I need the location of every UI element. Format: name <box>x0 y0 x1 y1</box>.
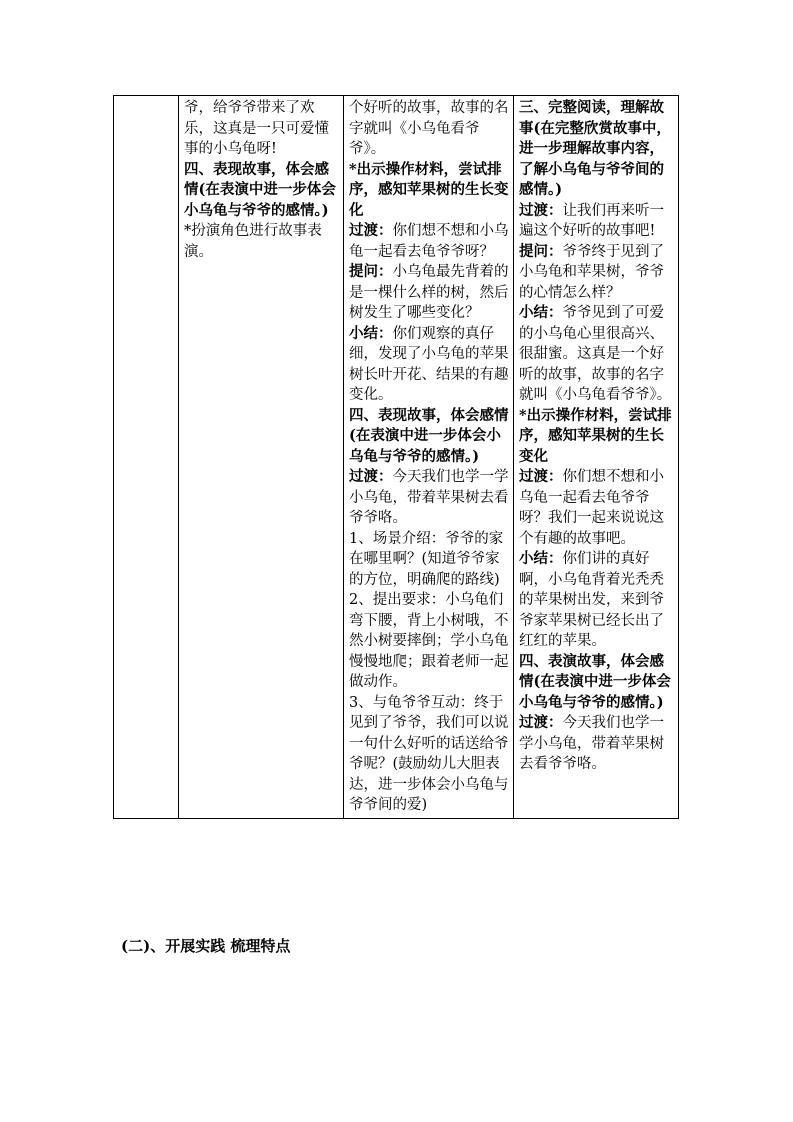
paragraph <box>184 221 339 262</box>
paragraph-text: 三、完整阅读，理解故事(在完整欣赏故事中，进一步理解故事内容，了解小乌龟与爷爷间的感情。) <box>519 99 671 198</box>
keyword-label: 过渡： <box>519 201 563 219</box>
paragraph <box>349 324 509 406</box>
paragraph <box>349 467 509 529</box>
paragraph-text: 四、表演故事，体会感情(在表演中进一步体会小乌龟与爷爷的感情。) <box>519 652 671 711</box>
paragraph-text: 今天我们也学一学小乌龟，带着苹果树去看爷爷咯。 <box>519 715 664 772</box>
paragraph <box>519 467 674 549</box>
section-heading: (二)、开展实践 梳理特点 <box>121 937 291 955</box>
keyword-label: 提问： <box>519 242 563 260</box>
keyword-label: 过渡： <box>349 468 393 485</box>
paragraph-text: 你们观察的真仔细，发现了小乌龟的苹果树长叶开花、结果的有趣变化。 <box>349 325 509 403</box>
paragraph-text: 让我们再来听一遍这个好听的故事吧! <box>519 202 664 239</box>
section-subheading <box>349 406 509 468</box>
paragraph <box>519 549 674 652</box>
paragraph <box>349 529 509 591</box>
paragraph-text: 爷爷见到了可爱的小乌龟心里很高兴、很甜蜜。这真是一个好听的故事，故事的名字就叫《小乌龟看爷爷》。 <box>519 305 672 403</box>
paragraph-text: 小乌龟最先背着的是一棵什么样的树，然后树发生了哪些变化？ <box>349 264 509 321</box>
keyword-label: 过渡： <box>519 714 563 731</box>
keyword-label: 小结： <box>349 324 393 342</box>
paragraph-text: 你们想不想和小乌龟一起看去龟爷爷呀？我们一起来说说这个有趣的故事吧。 <box>519 469 664 547</box>
paragraph <box>349 262 509 324</box>
paragraph <box>184 98 339 160</box>
paragraph <box>349 590 509 693</box>
paragraph <box>349 221 509 262</box>
paragraph-text: 四、表现故事，体会感情(在表演中进一步体会小乌龟与爷爷的感情。) <box>349 406 509 465</box>
paragraph <box>519 713 674 775</box>
table-row <box>114 96 679 819</box>
paragraph <box>349 98 509 160</box>
paragraph-text: 2、提出要求：小乌龟们弯下腰，背上小树哦，不然小树要摔倒；学小乌龟慢慢地爬；跟着老师一起做动作。 <box>349 592 509 690</box>
table-cell-empty <box>114 96 179 819</box>
keyword-label: 提问： <box>349 263 393 280</box>
keyword-label: 过渡： <box>519 468 563 485</box>
paragraph <box>519 303 674 406</box>
lesson-plan-table <box>113 95 679 819</box>
keyword-label: 过渡： <box>349 222 393 239</box>
paragraph-text: *出示操作材料，尝试排序，感知苹果树的生长变化 <box>349 160 509 219</box>
paragraph-text: 你们讲的真好啊，小乌龟背着光秃秃的苹果树出发，来到爷爷家苹果树已经长出了红红的苹果。 <box>519 551 664 649</box>
section-subheading <box>519 652 674 714</box>
paragraph-text: 今天我们也学一学小乌龟，带着苹果树去看爷爷咯。 <box>349 469 509 526</box>
paragraph-text: 爷爷终于见到了小乌龟和苹果树，爷爷的心情怎么样？ <box>519 243 664 301</box>
keyword-label: 小结： <box>519 304 563 321</box>
section-subheading <box>349 160 509 222</box>
paragraph-text: 你们想不想和小乌龟一起看去龟爷爷呀？ <box>349 223 509 260</box>
paragraph-text: *出示操作材料，尝试排序，感知苹果树的生长变化 <box>519 406 672 465</box>
section-subheading <box>184 160 339 222</box>
paragraph-text: 3、与龟爷爷互动：终于见到了爷爷，我们可以说一句什么好听的话送给爷爷呢？(鼓励幼儿大胆表达，进一步体会小乌龟与爷爷间的爱) <box>349 694 509 813</box>
table-cell-col1 <box>179 96 344 819</box>
table-cell-col2 <box>344 96 514 819</box>
keyword-label: 小结： <box>519 550 563 567</box>
paragraph-text: *扮演角色进行故事表演。 <box>184 223 322 260</box>
paragraph-text: 个好听的故事，故事的名字就叫《小乌龟看爷爷》。 <box>349 100 509 157</box>
section-subheading <box>519 406 674 468</box>
table-cell-col3 <box>514 96 679 819</box>
paragraph-text: 爷，给爷爷带来了欢乐，这真是一只可爱懂事的小乌龟呀! <box>184 100 329 157</box>
paragraph-text: 四、表现故事，体会感情(在表演中进一步体会小乌龟与爷爷的感情。) <box>184 160 336 219</box>
paragraph <box>519 201 674 242</box>
paragraph-text: 1、场景介绍：爷爷的家在哪里啊？(知道爷爷家的方位，明确爬的路线) <box>349 530 504 588</box>
paragraph <box>349 693 509 816</box>
paragraph <box>519 242 674 304</box>
section-subheading <box>519 98 674 201</box>
